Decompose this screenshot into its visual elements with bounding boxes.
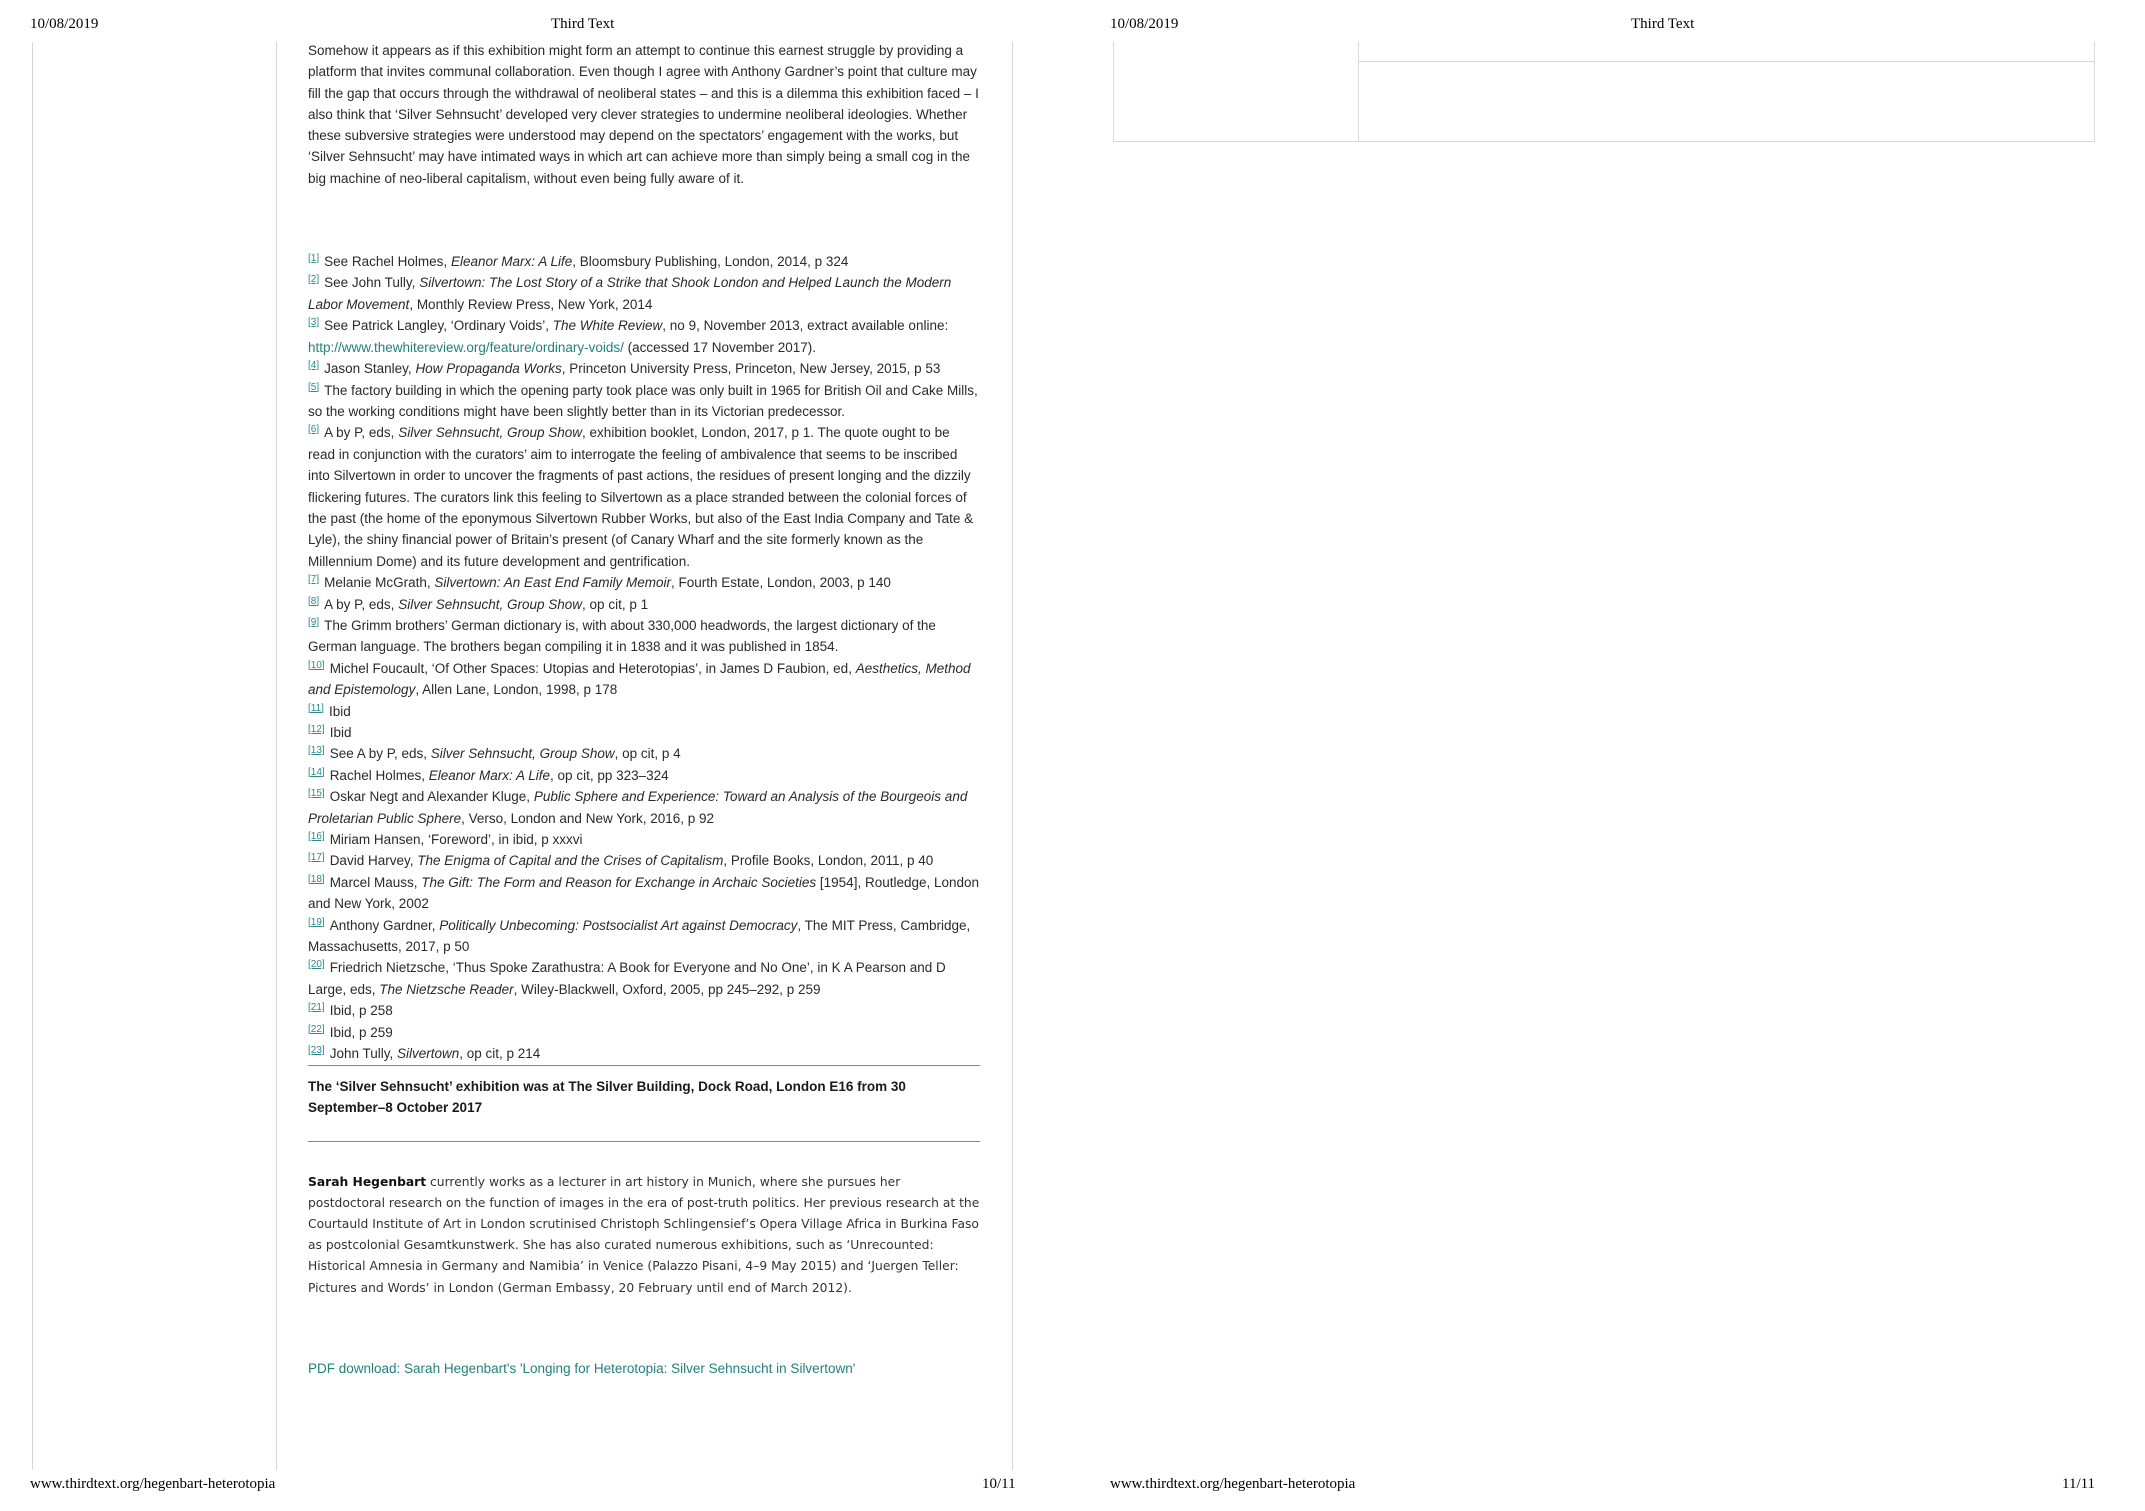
- footnote-ref[interactable]: [16]: [308, 831, 325, 843]
- footnote-text: John Tully,: [329, 1046, 397, 1062]
- footnote: [308, 957, 980, 1000]
- footnote: [308, 315, 980, 358]
- footnote-text: Michel Foucault, ‘Of Other Spaces: Utopias and Heterotopias’, in James D Faubion, ed,: [329, 660, 856, 676]
- footnote-text: Oskar Negt and Alexander Kluge,: [329, 789, 534, 805]
- footnote-ref[interactable]: [4]: [308, 360, 320, 372]
- footnote: [308, 743, 980, 764]
- footnote-ref[interactable]: [10]: [308, 659, 325, 671]
- footnote-text: David Harvey,: [329, 853, 418, 869]
- footnote: [308, 1022, 980, 1043]
- footnote-text: , Profile Books, London, 2011, p 40: [723, 853, 934, 869]
- footnote-ref[interactable]: [17]: [308, 852, 325, 864]
- pdf-page-11: [1080, 0, 2145, 1511]
- footnote-title: Eleanor Marx: A Life: [428, 767, 551, 783]
- right-border-line: [1012, 42, 1013, 1470]
- footer-url: www.thirdtext.org/hegenbart-heterotopia: [1110, 1476, 1356, 1492]
- footnote-title: Silver Sehnsucht, Group Show: [398, 596, 583, 612]
- footnote-ref[interactable]: [3]: [308, 317, 320, 329]
- footnote-text: , Verso, London and New York, 2016, p 92: [461, 810, 715, 826]
- footnote-text: , exhibition booklet, London, 2017, p 1. The quote ought to be read in conjunction with the curators’ aim to interrogate the feeling of ambivalence that seems to be inscribed into Silvertown in order to uncover the fragments of past actions, the residues of present longing and the dizzily flickering futures. The curators link this feeling to Silvertown as a place stranded between the colonial forces of the past (the home of the eponymous Silvertown Rubber Works, but also of the East India Company and Tate & Lyle), the shiny financial power of Britain’s present (of Canary Wharf and the site formerly known as the Millennium Dome) and its future development and gentrification.: [308, 425, 974, 569]
- footnote-ref[interactable]: [19]: [308, 916, 325, 928]
- footnote-text: The factory building in which the opening party took place was only built in 1965 for British Oil and Cake Mills, so the working conditions might have been slightly better than in its Victorian predecessor.: [308, 382, 978, 419]
- footnote: [308, 572, 980, 593]
- footnote-text: Melanie McGrath,: [324, 575, 435, 591]
- footnote-text: Jason Stanley,: [324, 361, 416, 377]
- footnote-title: Silver Sehnsucht, Group Show: [430, 746, 615, 762]
- footnote-text: , op cit, p 4: [614, 746, 681, 762]
- header-date: 10/08/2019: [1110, 16, 1179, 32]
- footnote-ref[interactable]: [2]: [308, 274, 320, 286]
- footnote-text: , Fourth Estate, London, 2003, p 140: [671, 575, 891, 591]
- footnote-title: How Propaganda Works: [415, 361, 562, 377]
- footnote: [308, 1043, 980, 1064]
- footnote-text: Ibid, p 259: [329, 1024, 393, 1040]
- footnote-text: Rachel Holmes,: [329, 767, 429, 783]
- footnote: [308, 701, 980, 722]
- footnote-ref[interactable]: [11]: [308, 702, 324, 714]
- footnote-title: Public Sphere and Experience: Toward an Analysis of the Bourgeois and Proletarian Public Sphere: [308, 789, 968, 826]
- footnote-title: Silvertown: [396, 1046, 460, 1062]
- footnote: [308, 850, 980, 871]
- pdf-download-link[interactable]: PDF download: Sarah Hegenbart's 'Longing for Heterotopia: Silver Sehnsucht in Silvertown': [308, 1360, 856, 1376]
- footnote-ref[interactable]: [5]: [308, 381, 320, 393]
- body-paragraph: Somehow it appears as if this exhibition might form an attempt to continue this earnest struggle by providing a platform that invites communal collaboration. Even though I agree with Anthony Gardner’s point that culture may fill the gap that occurs through the withdrawal of neoliberal states – and this is a dilemma this exhibition faced – I also think that ‘Silver Sehnsucht’ developed very clever strategies to undermine neoliberal ideologies. Whether these subversive strategies were understood may depend on the spectators’ engagement with the works, but ‘Silver Sehnsucht’ may have intimated ways in which art can achieve more than simply being a small cog in the big machine of neo-liberal capitalism, without even being fully aware of it.: [308, 43, 979, 186]
- footnote-ref[interactable]: [15]: [308, 788, 325, 800]
- footnote-text: A by P, eds,: [324, 596, 399, 612]
- footnotes-list: [308, 251, 980, 1064]
- table-row-divider: [1358, 61, 2094, 62]
- footnote-text: , Princeton University Press, Princeton, New Jersey, 2015, p 53: [561, 361, 941, 377]
- author-bio-text: currently works as a lecturer in art history in Munich, where she pursues her postdoctoral research on the function of images in the era of post-truth politics. Her previous research at the Courtauld Institute of Art in London scrutinised Christoph Schlingensief’s Opera Village Africa in Burkina Faso as postcolonial Gesamtkunstwerk. She has also curated numerous exhibitions, such as ‘Unrecounted: Historical Amnesia in Germany and Namibia’ in Venice (Palazzo Pisani, 4–9 May 2015) and ‘Juergen Teller: Pictures and Words’ in London (German Embassy, 20 February until end of March 2012).: [308, 1174, 980, 1295]
- footnote-text: Anthony Gardner,: [329, 917, 440, 933]
- footnote: [308, 594, 980, 615]
- footnote-ref[interactable]: [6]: [308, 424, 320, 436]
- empty-table-remnant: [1113, 42, 2095, 142]
- footnote-text: , Allen Lane, London, 1998, p 178: [415, 682, 618, 698]
- header-title: Third Text: [551, 16, 615, 32]
- footnote: [308, 422, 980, 572]
- footnote-title: The Nietzsche Reader: [379, 981, 514, 997]
- exhibition-note: The ‘Silver Sehnsucht’ exhibition was at The Silver Building, Dock Road, London E16 from 30 September–8 October 2017: [308, 1078, 906, 1116]
- footnote-text: The Grimm brothers’ German dictionary is, with about 330,000 headwords, the largest dictionary of the German language. The brothers began compiling it in 1838 and it was published in 1854.: [308, 617, 936, 655]
- footnote-ref[interactable]: [7]: [308, 574, 320, 586]
- footnote: [308, 765, 980, 786]
- footnote-text: , op cit, p 1: [582, 596, 649, 612]
- footnote-text: Marcel Mauss,: [329, 874, 422, 890]
- footnote-text: Friedrich Nietzsche, ‘Thus Spoke Zarathustra: A Book for Everyone and No One’, in K A Pearson and D Large, eds,: [308, 960, 946, 997]
- footnote-ref[interactable]: [23]: [308, 1045, 325, 1057]
- footnote-text: , op cit, p 214: [459, 1046, 541, 1062]
- footnote-title: The Gift: The Form and Reason for Exchange in Archaic Societies: [421, 874, 817, 890]
- footnote: [308, 872, 980, 915]
- footer-page-number: 10/11: [982, 1476, 1016, 1492]
- header-date: 10/08/2019: [30, 16, 99, 32]
- footnote-ref[interactable]: [18]: [308, 873, 325, 885]
- footnote: [308, 786, 980, 829]
- footnote-text: Ibid, p 258: [329, 1003, 393, 1019]
- footnote: [308, 1000, 980, 1021]
- footnote: [308, 829, 980, 850]
- footnote: [308, 380, 980, 423]
- footnote: [308, 251, 980, 272]
- footnote-title: Aesthetics, Method and Epistemology: [308, 660, 971, 698]
- footnote-text: , Wiley-Blackwell, Oxford, 2005, pp 245–292, p 259: [513, 981, 821, 997]
- footer-url: www.thirdtext.org/hegenbart-heterotopia: [30, 1476, 276, 1492]
- article-content: [308, 40, 980, 1376]
- footnote-text: , The MIT Press, Cambridge, Massachusetts, 2017, p 50: [308, 917, 971, 955]
- footnote-text: See A by P, eds,: [329, 746, 431, 762]
- table-column-divider: [1358, 42, 1359, 141]
- footnote-ref[interactable]: [21]: [308, 1002, 325, 1014]
- footnote-text: (accessed 17 November 2017).: [623, 339, 817, 355]
- footnote-title: Silver Sehnsucht, Group Show: [398, 425, 583, 441]
- footnote-text: , no 9, November 2013, extract available online:: [662, 318, 949, 334]
- footnote-title: Silvertown: An East End Family Memoir: [434, 575, 671, 591]
- footnote-ref[interactable]: [22]: [308, 1023, 325, 1035]
- footnote-ref[interactable]: [9]: [308, 616, 320, 628]
- footer-page-number: 11/11: [2062, 1476, 2096, 1492]
- header-title: Third Text: [1631, 16, 1695, 32]
- footnote-title: Eleanor Marx: A Life: [450, 254, 573, 270]
- footnote-text: Ibid: [328, 703, 351, 719]
- footnote-text: See John Tully,: [324, 275, 420, 291]
- footnote-text: , Monthly Review Press, New York, 2014: [409, 296, 653, 312]
- footnote-ref[interactable]: [14]: [308, 766, 325, 778]
- footnote: [308, 915, 980, 958]
- footnote-text: See Rachel Holmes,: [324, 254, 451, 270]
- footnote: [308, 615, 980, 658]
- footnote-text: , Bloomsbury Publishing, London, 2014, p 324: [572, 254, 849, 270]
- footnote-text: [1954], Routledge, London and New York, 2002: [308, 874, 980, 912]
- footnote-title: Silvertown: The Lost Story of a Strike that Shook London and Helped Launch the Modern Labor Movement: [308, 275, 952, 312]
- divider-bottom: [308, 1141, 980, 1142]
- footnote: [308, 358, 980, 379]
- divider-top: [308, 1065, 980, 1066]
- footnote: [308, 272, 980, 315]
- footnote-text: , op cit, pp 323–324: [550, 767, 669, 783]
- footnote-text: Miriam Hansen, ‘Foreword’, in ibid, p xxxvi: [329, 832, 583, 848]
- footnote: [308, 658, 980, 701]
- footnote-text: See Patrick Langley, ‘Ordinary Voids’,: [324, 318, 553, 334]
- footnote: [308, 722, 980, 743]
- footnote-title: The Enigma of Capital and the Crises of Capitalism: [417, 853, 724, 869]
- footnote-ref[interactable]: [1]: [308, 253, 320, 265]
- footnote-title: Politically Unbecoming: Postsocialist Art against Democracy: [439, 917, 798, 933]
- footnote-ref[interactable]: [8]: [308, 595, 320, 607]
- footnote-text: Ibid: [329, 725, 352, 741]
- author-bio: [308, 1172, 980, 1299]
- footnote-ref[interactable]: [12]: [308, 724, 325, 736]
- footnote-title: The White Review: [552, 318, 663, 334]
- footnote-link[interactable]: http://www.thewhitereview.org/feature/ordinary-voids/: [308, 339, 624, 355]
- left-border-line: [32, 42, 33, 1470]
- column-divider-line: [276, 42, 277, 1470]
- footnote-text: A by P, eds,: [324, 425, 399, 441]
- footnote-ref[interactable]: [20]: [308, 959, 325, 971]
- footnote-ref[interactable]: [13]: [308, 745, 325, 757]
- author-name: Sarah Hegenbart: [308, 1174, 427, 1189]
